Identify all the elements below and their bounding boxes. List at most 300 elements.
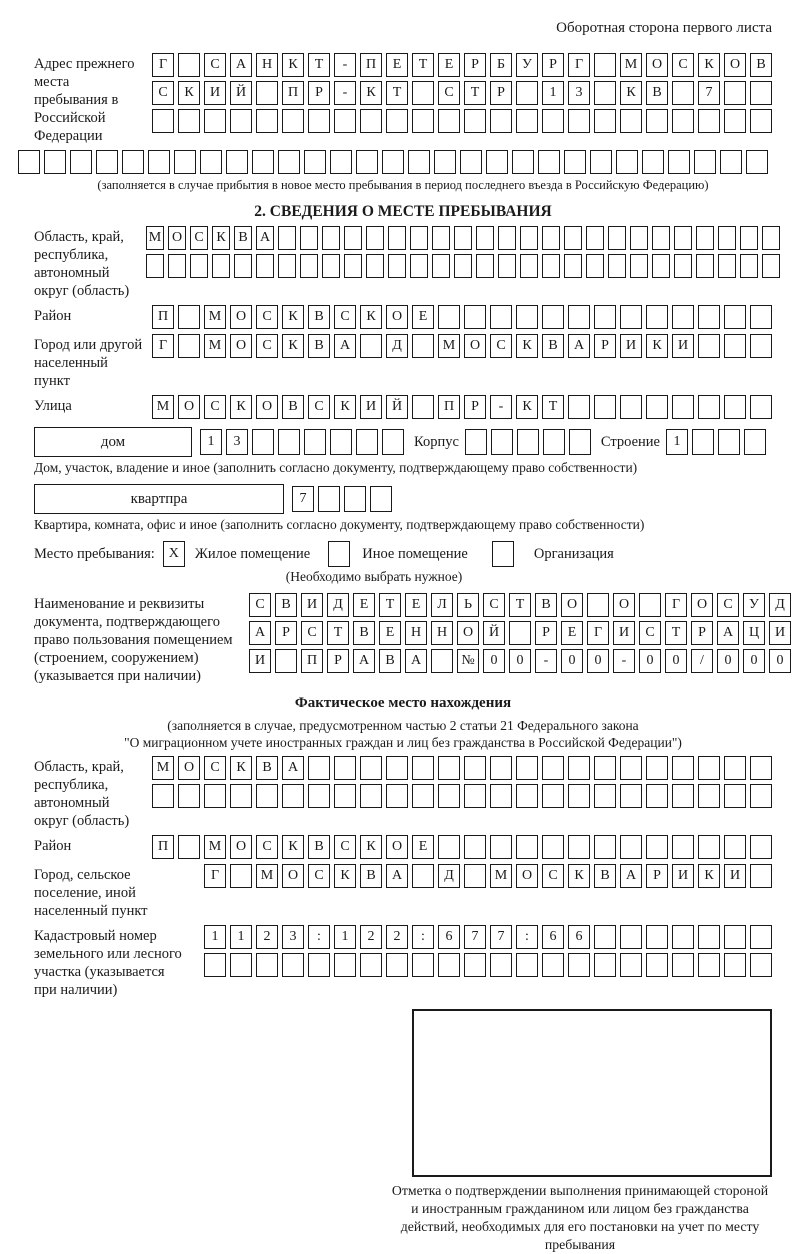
char-cell[interactable]: [382, 150, 404, 174]
char-cell[interactable]: Е: [405, 593, 427, 617]
char-cell[interactable]: [724, 784, 746, 808]
char-cell[interactable]: К: [334, 864, 356, 888]
char-cell[interactable]: И: [769, 621, 791, 645]
char-cell[interactable]: М: [256, 864, 278, 888]
char-cell[interactable]: [594, 305, 616, 329]
char-cell[interactable]: [740, 226, 758, 250]
char-cell[interactable]: С: [334, 835, 356, 859]
char-cell[interactable]: [252, 429, 274, 455]
char-cell[interactable]: Й: [230, 81, 252, 105]
checkbox-zhiloe[interactable]: X: [163, 541, 185, 567]
char-cell[interactable]: С: [639, 621, 661, 645]
char-cell[interactable]: Т: [542, 395, 564, 419]
char-cell[interactable]: [724, 305, 746, 329]
char-cell[interactable]: [204, 953, 226, 977]
char-cell[interactable]: Н: [431, 621, 453, 645]
char-cell[interactable]: Р: [275, 621, 297, 645]
char-cell[interactable]: [96, 150, 118, 174]
char-cell[interactable]: К: [360, 835, 382, 859]
char-cell[interactable]: [750, 925, 772, 949]
char-cell[interactable]: [744, 429, 766, 455]
char-cell[interactable]: [698, 784, 720, 808]
char-cell[interactable]: [724, 81, 746, 105]
char-cell[interactable]: [512, 150, 534, 174]
char-cell[interactable]: 3: [226, 429, 248, 455]
char-cell[interactable]: [454, 254, 472, 278]
char-cell[interactable]: С: [204, 756, 226, 780]
char-cell[interactable]: [652, 254, 670, 278]
char-cell[interactable]: [594, 784, 616, 808]
char-cell[interactable]: М: [438, 334, 460, 358]
char-cell[interactable]: К: [516, 395, 538, 419]
char-cell[interactable]: [564, 226, 582, 250]
char-cell[interactable]: [630, 226, 648, 250]
char-cell[interactable]: [322, 254, 340, 278]
char-cell[interactable]: [465, 429, 487, 455]
char-cell[interactable]: [762, 226, 780, 250]
checkbox-inoe[interactable]: [328, 541, 350, 567]
char-cell[interactable]: [564, 150, 586, 174]
char-cell[interactable]: [724, 109, 746, 133]
char-cell[interactable]: [278, 429, 300, 455]
char-cell[interactable]: [594, 756, 616, 780]
char-cell[interactable]: [750, 81, 772, 105]
char-cell[interactable]: [278, 150, 300, 174]
char-cell[interactable]: [586, 226, 604, 250]
char-cell[interactable]: [308, 784, 330, 808]
char-cell[interactable]: [620, 953, 642, 977]
char-cell[interactable]: [620, 925, 642, 949]
char-cell[interactable]: Т: [386, 81, 408, 105]
char-cell[interactable]: С: [717, 593, 739, 617]
char-cell[interactable]: [696, 254, 714, 278]
char-cell[interactable]: К: [282, 53, 304, 77]
char-cell[interactable]: [412, 784, 434, 808]
char-cell[interactable]: [520, 254, 538, 278]
char-cell[interactable]: [152, 784, 174, 808]
char-cell[interactable]: -: [490, 395, 512, 419]
char-cell[interactable]: [256, 109, 278, 133]
char-cell[interactable]: №: [457, 649, 479, 673]
char-cell[interactable]: Р: [535, 621, 557, 645]
char-cell[interactable]: С: [308, 395, 330, 419]
char-cell[interactable]: 2: [386, 925, 408, 949]
char-cell[interactable]: [672, 925, 694, 949]
char-cell[interactable]: 0: [665, 649, 687, 673]
char-cell[interactable]: Л: [431, 593, 453, 617]
char-cell[interactable]: [412, 109, 434, 133]
char-cell[interactable]: [431, 649, 453, 673]
char-cell[interactable]: [646, 756, 668, 780]
char-cell[interactable]: [308, 756, 330, 780]
char-cell[interactable]: [762, 254, 780, 278]
char-cell[interactable]: [178, 109, 200, 133]
char-cell[interactable]: [509, 621, 531, 645]
char-cell[interactable]: [646, 109, 668, 133]
char-cell[interactable]: 1: [542, 81, 564, 105]
char-cell[interactable]: [330, 150, 352, 174]
char-cell[interactable]: 3: [568, 81, 590, 105]
char-cell[interactable]: [694, 150, 716, 174]
char-cell[interactable]: С: [542, 864, 564, 888]
char-cell[interactable]: [432, 254, 450, 278]
char-cell[interactable]: Д: [327, 593, 349, 617]
char-cell[interactable]: [542, 835, 564, 859]
char-cell[interactable]: К: [516, 334, 538, 358]
char-cell[interactable]: А: [249, 621, 271, 645]
char-cell[interactable]: [388, 226, 406, 250]
char-cell[interactable]: -: [334, 53, 356, 77]
char-cell[interactable]: [234, 254, 252, 278]
char-cell[interactable]: А: [620, 864, 642, 888]
char-cell[interactable]: Д: [769, 593, 791, 617]
char-cell[interactable]: [672, 395, 694, 419]
char-cell[interactable]: [282, 109, 304, 133]
char-cell[interactable]: А: [282, 756, 304, 780]
char-cell[interactable]: К: [178, 81, 200, 105]
char-cell[interactable]: 7: [490, 925, 512, 949]
char-cell[interactable]: [750, 305, 772, 329]
char-cell[interactable]: [542, 305, 564, 329]
char-cell[interactable]: О: [178, 395, 200, 419]
char-cell[interactable]: [542, 109, 564, 133]
char-cell[interactable]: К: [282, 334, 304, 358]
char-cell[interactable]: :: [412, 925, 434, 949]
char-cell[interactable]: [517, 429, 539, 455]
char-cell[interactable]: [750, 864, 772, 888]
char-cell[interactable]: [300, 254, 318, 278]
char-cell[interactable]: [672, 756, 694, 780]
char-cell[interactable]: [590, 150, 612, 174]
char-cell[interactable]: [360, 756, 382, 780]
char-cell[interactable]: 0: [561, 649, 583, 673]
char-cell[interactable]: В: [308, 835, 330, 859]
char-cell[interactable]: К: [360, 305, 382, 329]
char-cell[interactable]: В: [256, 756, 278, 780]
char-cell[interactable]: 0: [587, 649, 609, 673]
char-cell[interactable]: [594, 925, 616, 949]
char-cell[interactable]: [516, 835, 538, 859]
char-cell[interactable]: П: [301, 649, 323, 673]
char-cell[interactable]: [542, 784, 564, 808]
char-cell[interactable]: [370, 486, 392, 512]
char-cell[interactable]: Г: [152, 334, 174, 358]
char-cell[interactable]: С: [308, 864, 330, 888]
char-cell[interactable]: [642, 150, 664, 174]
char-cell[interactable]: 0: [483, 649, 505, 673]
char-cell[interactable]: К: [334, 395, 356, 419]
char-cell[interactable]: [44, 150, 66, 174]
char-cell[interactable]: [750, 953, 772, 977]
char-cell[interactable]: [724, 395, 746, 419]
char-cell[interactable]: [516, 305, 538, 329]
char-cell[interactable]: [542, 953, 564, 977]
char-cell[interactable]: [190, 254, 208, 278]
char-cell[interactable]: У: [743, 593, 765, 617]
char-cell[interactable]: А: [568, 334, 590, 358]
char-cell[interactable]: [516, 953, 538, 977]
char-cell[interactable]: [698, 953, 720, 977]
char-cell[interactable]: И: [204, 81, 226, 105]
char-cell[interactable]: [569, 429, 591, 455]
char-cell[interactable]: [148, 150, 170, 174]
char-cell[interactable]: [620, 835, 642, 859]
char-cell[interactable]: Ц: [743, 621, 765, 645]
char-cell[interactable]: [252, 150, 274, 174]
char-cell[interactable]: [490, 109, 512, 133]
char-cell[interactable]: Р: [490, 81, 512, 105]
char-cell[interactable]: Т: [464, 81, 486, 105]
char-cell[interactable]: [282, 953, 304, 977]
char-cell[interactable]: И: [672, 864, 694, 888]
char-cell[interactable]: [491, 429, 513, 455]
char-cell[interactable]: [344, 486, 366, 512]
char-cell[interactable]: 6: [438, 925, 460, 949]
char-cell[interactable]: [543, 429, 565, 455]
char-cell[interactable]: [278, 254, 296, 278]
char-cell[interactable]: [568, 784, 590, 808]
char-cell[interactable]: [724, 334, 746, 358]
char-cell[interactable]: [724, 756, 746, 780]
char-cell[interactable]: [646, 305, 668, 329]
char-cell[interactable]: [672, 835, 694, 859]
char-cell[interactable]: О: [178, 756, 200, 780]
char-cell[interactable]: [672, 784, 694, 808]
char-cell[interactable]: 0: [743, 649, 765, 673]
char-cell[interactable]: [230, 109, 252, 133]
char-cell[interactable]: 3: [282, 925, 304, 949]
char-cell[interactable]: [698, 334, 720, 358]
char-cell[interactable]: [204, 784, 226, 808]
char-cell[interactable]: О: [646, 53, 668, 77]
char-cell[interactable]: М: [152, 756, 174, 780]
char-cell[interactable]: 0: [717, 649, 739, 673]
char-cell[interactable]: О: [457, 621, 479, 645]
char-cell[interactable]: [464, 756, 486, 780]
char-cell[interactable]: /: [691, 649, 713, 673]
char-cell[interactable]: [698, 395, 720, 419]
char-cell[interactable]: 2: [360, 925, 382, 949]
char-cell[interactable]: А: [405, 649, 427, 673]
char-cell[interactable]: [386, 784, 408, 808]
char-cell[interactable]: С: [301, 621, 323, 645]
char-cell[interactable]: А: [230, 53, 252, 77]
char-cell[interactable]: Р: [308, 81, 330, 105]
char-cell[interactable]: [750, 835, 772, 859]
char-cell[interactable]: [639, 593, 661, 617]
char-cell[interactable]: [146, 254, 164, 278]
char-cell[interactable]: Й: [386, 395, 408, 419]
char-cell[interactable]: Е: [386, 53, 408, 77]
char-cell[interactable]: И: [672, 334, 694, 358]
char-cell[interactable]: О: [386, 835, 408, 859]
char-cell[interactable]: М: [204, 334, 226, 358]
char-cell[interactable]: [410, 226, 428, 250]
char-cell[interactable]: В: [282, 395, 304, 419]
char-cell[interactable]: К: [212, 226, 230, 250]
char-cell[interactable]: Н: [405, 621, 427, 645]
char-cell[interactable]: [408, 150, 430, 174]
char-cell[interactable]: [718, 429, 740, 455]
char-cell[interactable]: Г: [568, 53, 590, 77]
char-cell[interactable]: [366, 226, 384, 250]
char-cell[interactable]: [344, 254, 362, 278]
char-cell[interactable]: [520, 226, 538, 250]
char-cell[interactable]: С: [256, 305, 278, 329]
char-cell[interactable]: [698, 835, 720, 859]
char-cell[interactable]: [70, 150, 92, 174]
char-cell[interactable]: [672, 305, 694, 329]
char-cell[interactable]: О: [282, 864, 304, 888]
char-cell[interactable]: С: [256, 334, 278, 358]
char-cell[interactable]: К: [698, 53, 720, 77]
char-cell[interactable]: [568, 835, 590, 859]
char-cell[interactable]: Т: [412, 53, 434, 77]
char-cell[interactable]: С: [334, 305, 356, 329]
char-cell[interactable]: С: [256, 835, 278, 859]
char-cell[interactable]: [410, 254, 428, 278]
char-cell[interactable]: А: [334, 334, 356, 358]
char-cell[interactable]: В: [308, 334, 330, 358]
char-cell[interactable]: [646, 953, 668, 977]
char-cell[interactable]: [432, 226, 450, 250]
char-cell[interactable]: [212, 254, 230, 278]
char-cell[interactable]: [230, 864, 252, 888]
char-cell[interactable]: [646, 784, 668, 808]
char-cell[interactable]: К: [282, 835, 304, 859]
char-cell[interactable]: 1: [334, 925, 356, 949]
char-cell[interactable]: К: [568, 864, 590, 888]
char-cell[interactable]: [476, 226, 494, 250]
char-cell[interactable]: [620, 784, 642, 808]
char-cell[interactable]: [620, 395, 642, 419]
char-cell[interactable]: [568, 109, 590, 133]
char-cell[interactable]: [750, 334, 772, 358]
char-cell[interactable]: Т: [665, 621, 687, 645]
char-cell[interactable]: П: [152, 305, 174, 329]
char-cell[interactable]: Г: [665, 593, 687, 617]
char-cell[interactable]: 7: [464, 925, 486, 949]
char-cell[interactable]: [568, 756, 590, 780]
char-cell[interactable]: [168, 254, 186, 278]
char-cell[interactable]: Е: [353, 593, 375, 617]
char-cell[interactable]: У: [516, 53, 538, 77]
char-cell[interactable]: [204, 109, 226, 133]
char-cell[interactable]: [322, 226, 340, 250]
char-cell[interactable]: [698, 756, 720, 780]
char-cell[interactable]: [490, 784, 512, 808]
char-cell[interactable]: Г: [587, 621, 609, 645]
char-cell[interactable]: [542, 226, 560, 250]
char-cell[interactable]: П: [282, 81, 304, 105]
char-cell[interactable]: [608, 254, 626, 278]
char-cell[interactable]: [672, 81, 694, 105]
char-cell[interactable]: [334, 953, 356, 977]
char-cell[interactable]: С: [490, 334, 512, 358]
char-cell[interactable]: [740, 254, 758, 278]
char-cell[interactable]: О: [230, 835, 252, 859]
char-cell[interactable]: Р: [464, 53, 486, 77]
char-cell[interactable]: С: [249, 593, 271, 617]
char-cell[interactable]: И: [620, 334, 642, 358]
char-cell[interactable]: Ь: [457, 593, 479, 617]
char-cell[interactable]: [698, 305, 720, 329]
char-cell[interactable]: В: [275, 593, 297, 617]
char-cell[interactable]: О: [464, 334, 486, 358]
char-cell[interactable]: [750, 109, 772, 133]
char-cell[interactable]: П: [360, 53, 382, 77]
char-cell[interactable]: [434, 150, 456, 174]
char-cell[interactable]: 2: [256, 925, 278, 949]
char-cell[interactable]: [718, 226, 736, 250]
char-cell[interactable]: [594, 395, 616, 419]
char-cell[interactable]: [672, 953, 694, 977]
char-cell[interactable]: [454, 226, 472, 250]
char-cell[interactable]: [646, 395, 668, 419]
char-cell[interactable]: Р: [464, 395, 486, 419]
char-cell[interactable]: [724, 835, 746, 859]
char-cell[interactable]: [438, 835, 460, 859]
char-cell[interactable]: [490, 305, 512, 329]
char-cell[interactable]: [564, 254, 582, 278]
char-cell[interactable]: [464, 835, 486, 859]
char-cell[interactable]: [696, 226, 714, 250]
char-cell[interactable]: Й: [483, 621, 505, 645]
char-cell[interactable]: [750, 395, 772, 419]
char-cell[interactable]: [386, 953, 408, 977]
char-cell[interactable]: [490, 756, 512, 780]
char-cell[interactable]: Т: [379, 593, 401, 617]
char-cell[interactable]: [542, 254, 560, 278]
char-cell[interactable]: [674, 226, 692, 250]
char-cell[interactable]: 0: [509, 649, 531, 673]
char-cell[interactable]: [587, 593, 609, 617]
char-cell[interactable]: [460, 150, 482, 174]
char-cell[interactable]: [594, 835, 616, 859]
char-cell[interactable]: Е: [561, 621, 583, 645]
char-cell[interactable]: [226, 150, 248, 174]
char-cell[interactable]: [360, 784, 382, 808]
char-cell[interactable]: [360, 953, 382, 977]
char-cell[interactable]: [674, 254, 692, 278]
char-cell[interactable]: [724, 953, 746, 977]
char-cell[interactable]: [594, 109, 616, 133]
char-cell[interactable]: [412, 334, 434, 358]
char-cell[interactable]: А: [386, 864, 408, 888]
char-cell[interactable]: [344, 226, 362, 250]
char-cell[interactable]: [516, 756, 538, 780]
char-cell[interactable]: [282, 784, 304, 808]
char-cell[interactable]: 1: [666, 429, 688, 455]
char-cell[interactable]: [620, 109, 642, 133]
char-cell[interactable]: М: [146, 226, 164, 250]
char-cell[interactable]: [360, 109, 382, 133]
checkbox-org[interactable]: [492, 541, 514, 567]
char-cell[interactable]: [412, 864, 434, 888]
char-cell[interactable]: 7: [292, 486, 314, 512]
char-cell[interactable]: [718, 254, 736, 278]
char-cell[interactable]: [356, 150, 378, 174]
char-cell[interactable]: [122, 150, 144, 174]
char-cell[interactable]: 7: [698, 81, 720, 105]
char-cell[interactable]: В: [353, 621, 375, 645]
char-cell[interactable]: С: [152, 81, 174, 105]
char-cell[interactable]: Т: [308, 53, 330, 77]
char-cell[interactable]: [594, 953, 616, 977]
char-cell[interactable]: К: [698, 864, 720, 888]
char-cell[interactable]: [178, 784, 200, 808]
char-cell[interactable]: [200, 150, 222, 174]
